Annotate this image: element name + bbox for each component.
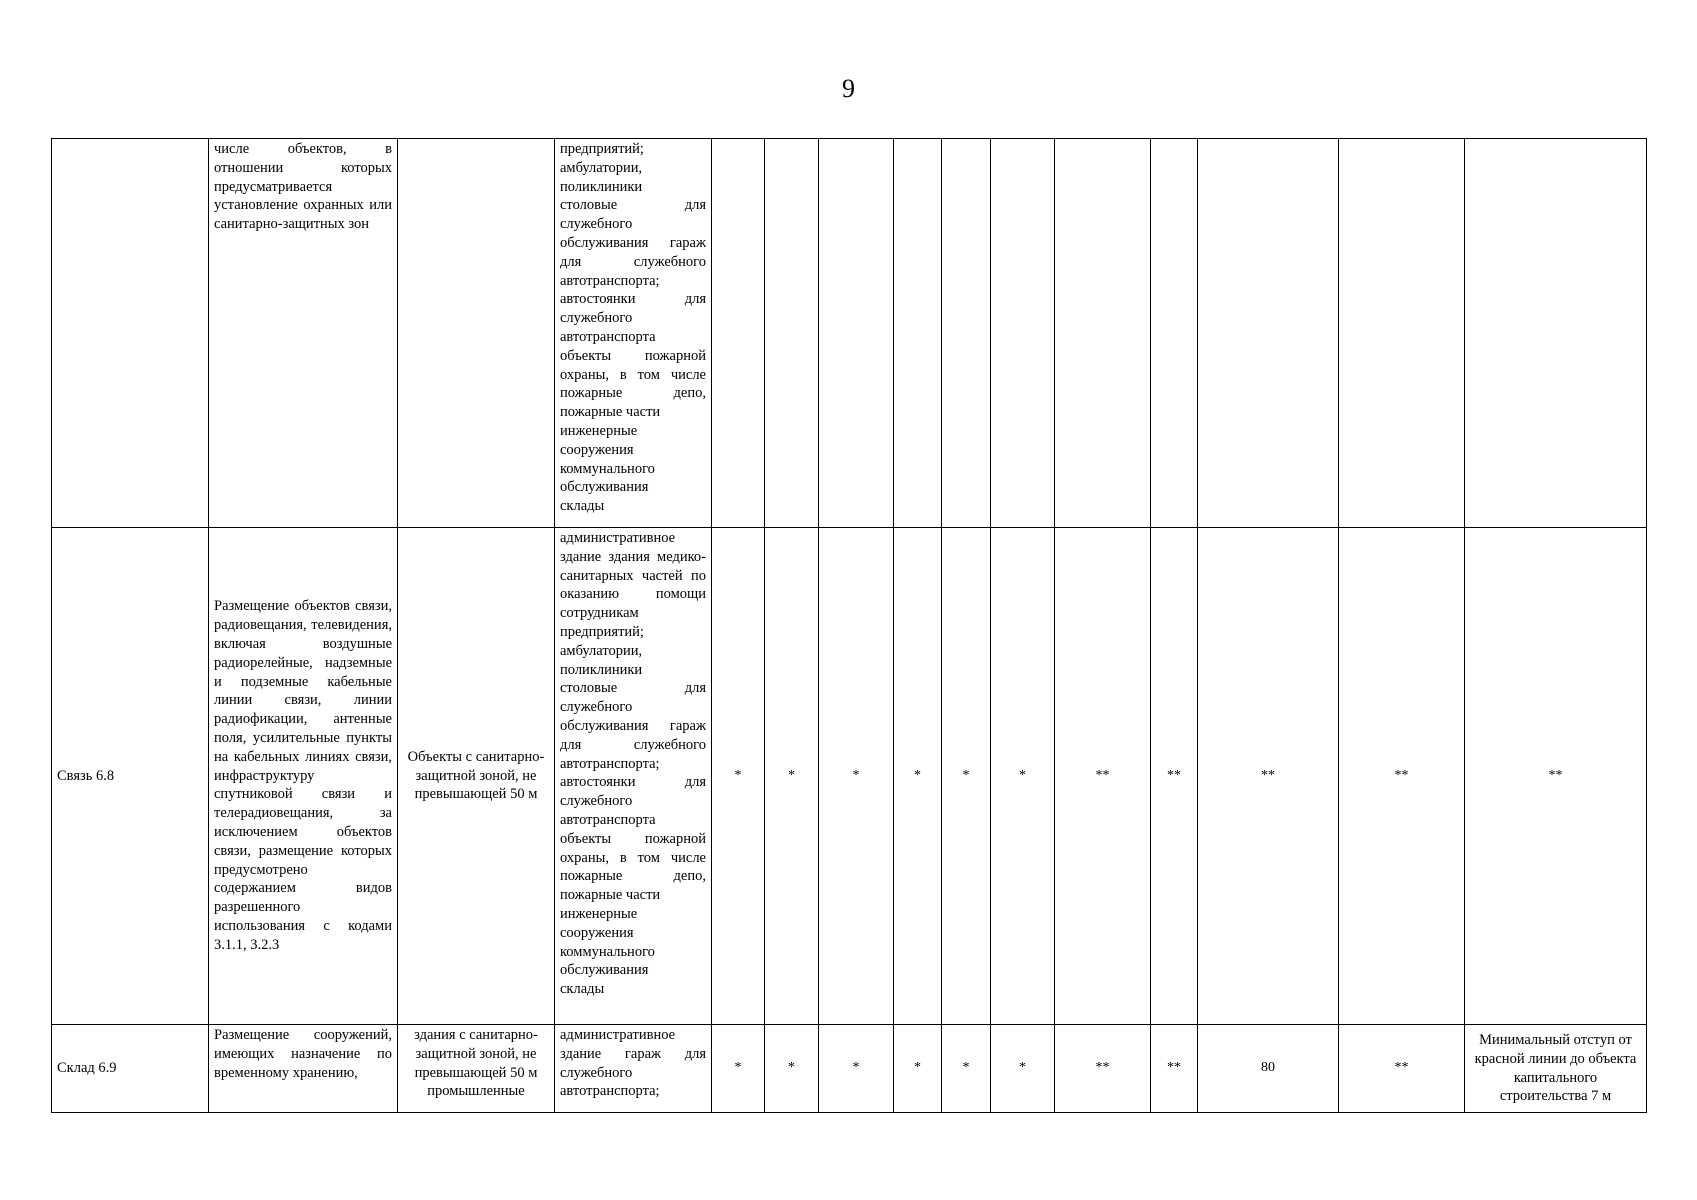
param-cell: **: [1055, 1025, 1151, 1113]
table-row: [52, 528, 1647, 1025]
param-cell: [1151, 139, 1198, 528]
use-name-cell: Связь 6.8: [52, 528, 209, 1025]
param-cell: *: [894, 528, 942, 1025]
param-cell: [942, 139, 991, 528]
zoning-table: [51, 138, 1647, 1113]
param-cell: *: [712, 1025, 765, 1113]
param-cell: *: [942, 1025, 991, 1113]
param-cell: **: [1465, 528, 1647, 1025]
use-description-cell: Размещение объектов связи, радиовещания, телевидения, включая воздушные радиорелейные, надземные и подземные кабельные линии связи, линии радиофикации, антенные поля, усилительные пункты на кабельных линиях связи, инфраструктуру спутниковой связи и телерадиовещания, за исключением объектов связи, размещение которых предусмотрено содержанием видов разрешенного использования с кодами 3.1.1, 3.2.3: [209, 528, 398, 1025]
param-cell: **: [1339, 1025, 1465, 1113]
auxiliary-uses-cell: административное здание гараж для служебного автотранспорта;: [555, 1025, 712, 1113]
param-cell: **: [1151, 528, 1198, 1025]
param-cell: *: [765, 528, 819, 1025]
param-cell: **: [1339, 528, 1465, 1025]
param-cell: *: [712, 528, 765, 1025]
param-cell: **: [1198, 528, 1339, 1025]
param-cell: *: [819, 1025, 894, 1113]
param-cell: [1055, 139, 1151, 528]
param-cell: 80: [1198, 1025, 1339, 1113]
param-cell: **: [1055, 528, 1151, 1025]
use-description-cell: числе объектов, в отношении которых предусматривается установление охранных или санитарно-защитных зон: [209, 139, 398, 528]
param-note-cell: Минимальный отступ от красной линии до объекта капитального строительства 7 м: [1465, 1025, 1647, 1113]
param-cell: [1198, 139, 1339, 528]
param-cell: *: [819, 528, 894, 1025]
page-number: 9: [842, 74, 855, 103]
use-restrictions-cell: здания с санитарно-защитной зоной, не превышающей 50 м промышленные: [398, 1025, 555, 1113]
param-cell: [765, 139, 819, 528]
use-restrictions-cell: Объекты с санитарно-защитной зоной, не превышающей 50 м: [398, 528, 555, 1025]
use-description-cell: Размещение сооружений, имеющих назначение по временному хранению,: [209, 1025, 398, 1113]
table-row: [52, 139, 1647, 528]
table-row: [52, 1025, 1647, 1113]
param-cell: *: [894, 1025, 942, 1113]
param-cell: [819, 139, 894, 528]
param-cell: *: [991, 528, 1055, 1025]
param-cell: *: [991, 1025, 1055, 1113]
param-cell: [1465, 139, 1647, 528]
param-cell: **: [1151, 1025, 1198, 1113]
param-cell: [1339, 139, 1465, 528]
auxiliary-uses-cell: предприятий; амбулатории, поликлиники столовые для служебного обслуживания гараж для служебного автотранспорта; автостоянки для служебного автотранспорта объекты пожарной охраны, в том числе пожарные депо, пожарные части инженерные сооружения коммунального обслуживания склады: [555, 139, 712, 528]
param-cell: *: [942, 528, 991, 1025]
use-name-cell: Склад 6.9: [52, 1025, 209, 1113]
use-name-cell: [52, 139, 209, 528]
use-restrictions-cell: [398, 139, 555, 528]
param-cell: [894, 139, 942, 528]
param-cell: *: [765, 1025, 819, 1113]
param-cell: [712, 139, 765, 528]
param-cell: [991, 139, 1055, 528]
auxiliary-uses-cell: административное здание здания медико-санитарных частей по оказанию помощи сотрудникам предприятий; амбулатории, поликлиники столовые для служебного обслуживания гараж для служебного автотранспорта; автостоянки для служебного автотранспорта объекты пожарной охраны, в том числе пожарные депо, пожарные части инженерные сооружения коммунального обслуживания склады: [555, 528, 712, 1025]
